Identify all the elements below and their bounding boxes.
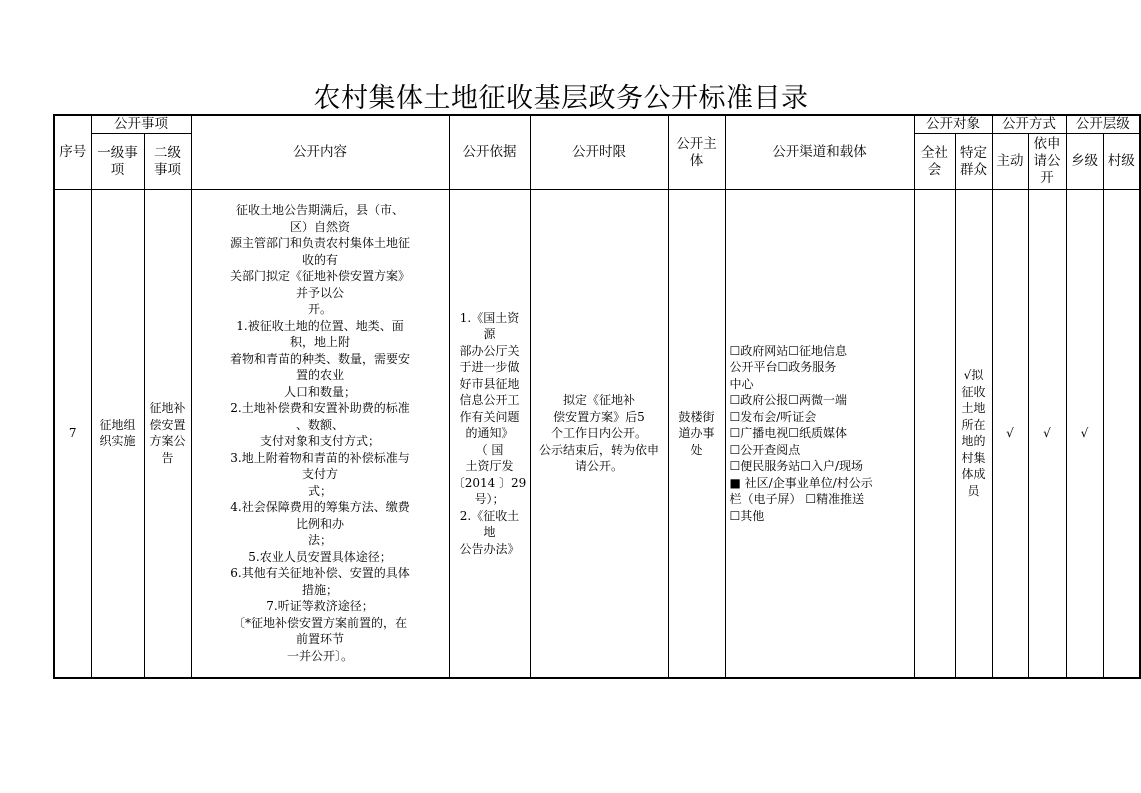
- cell-township: √: [1066, 190, 1103, 678]
- cell-level1: 征地组 织实施: [91, 190, 144, 678]
- header-group-items: 公开事项: [91, 115, 191, 134]
- header-timing: 公开时限: [530, 115, 668, 190]
- header-village: 村级: [1103, 134, 1140, 190]
- cell-society: [914, 190, 955, 678]
- header-group-levels: 公开层级: [1066, 115, 1140, 134]
- header-group-methods: 公开方式: [992, 115, 1066, 134]
- header-group-targets: 公开对象: [914, 115, 992, 134]
- header-society: 全社 会: [914, 134, 955, 190]
- header-channels: 公开渠道和载体: [725, 115, 914, 190]
- cell-content: 征收土地公告期满后，县（市、 区）自然资 源主管部门和负责农村集体土地征 收的有 关部门拟定《征地补偿安置方案》 并予以公 开。 1.被征收土地的位置、地类、面 积，地上附 着物和青苗的种类、数量，需要安 置的农业 人口和数量； 2.土地补偿费和安置补助费的标准 、数额、 支付对象和支付方式； 3.地上附着物和青苗的补偿标准与 支付方 式； 4.社会保障费用的筹集方法、缴费 比例和办 法； 5.农业人员安置具体途径； 6.其他有关征地补偿、安置的具体 措施； 7.听证等救济途径； 〔*征地补偿安置方案前置的，在 前置环节 一并公开〕。: [191, 190, 449, 678]
- header-basis: 公开依据: [449, 115, 530, 190]
- header-apply: 依申 请公 开: [1028, 134, 1066, 190]
- table-row: [54, 190, 1140, 678]
- page-title: 农村集体土地征收基层政务公开标准目录: [313, 83, 809, 114]
- cell-specific: √拟 征收 土地 所在 地的 村集 体成 员: [955, 190, 992, 678]
- header-content: 公开内容: [191, 115, 449, 190]
- cell-apply: √: [1028, 190, 1066, 678]
- catalog-table: [53, 114, 1141, 679]
- cell-basis: 1.《国土资 源 部办公厅关 于进一步做 好市县征地 信息公开工 作有关问题 的通知》 （ 国 土资厅发 〔2014 〕29 号）； 2.《征收土 地 公告办法》: [449, 190, 530, 678]
- cell-active: √: [992, 190, 1028, 678]
- header-level2: 二级 事项: [144, 134, 191, 190]
- cell-channels: ☐政府网站☐征地信息 公开平台☐政务服务 中心 ☐政府公报☐两微一端 ☐发布会/听证会 ☐广播电视☐纸质媒体 ☐公开查阅点 ☐便民服务站☐入户/现场 ■ 社区/企事业单位/村公示 栏（电子屏） ☐精准推送 ☐其他: [725, 190, 914, 678]
- header-level1: 一级事 项: [91, 134, 144, 190]
- cell-seq: 7: [54, 190, 91, 678]
- header-active: 主动: [992, 134, 1028, 190]
- header-specific: 特定 群众: [955, 134, 992, 190]
- header-seq: 序号: [54, 115, 91, 190]
- cell-village: [1103, 190, 1140, 678]
- cell-level2: 征地补 偿安置 方案公 告: [144, 190, 191, 678]
- cell-subject: 鼓楼街 道办事 处: [668, 190, 725, 678]
- header-subject: 公开主 体: [668, 115, 725, 190]
- header-township: 乡级: [1066, 134, 1103, 190]
- cell-timing: 拟定《征地补 偿安置方案》后5 个工作日内公开。 公示结束后，转为依申 请公开。: [530, 190, 668, 678]
